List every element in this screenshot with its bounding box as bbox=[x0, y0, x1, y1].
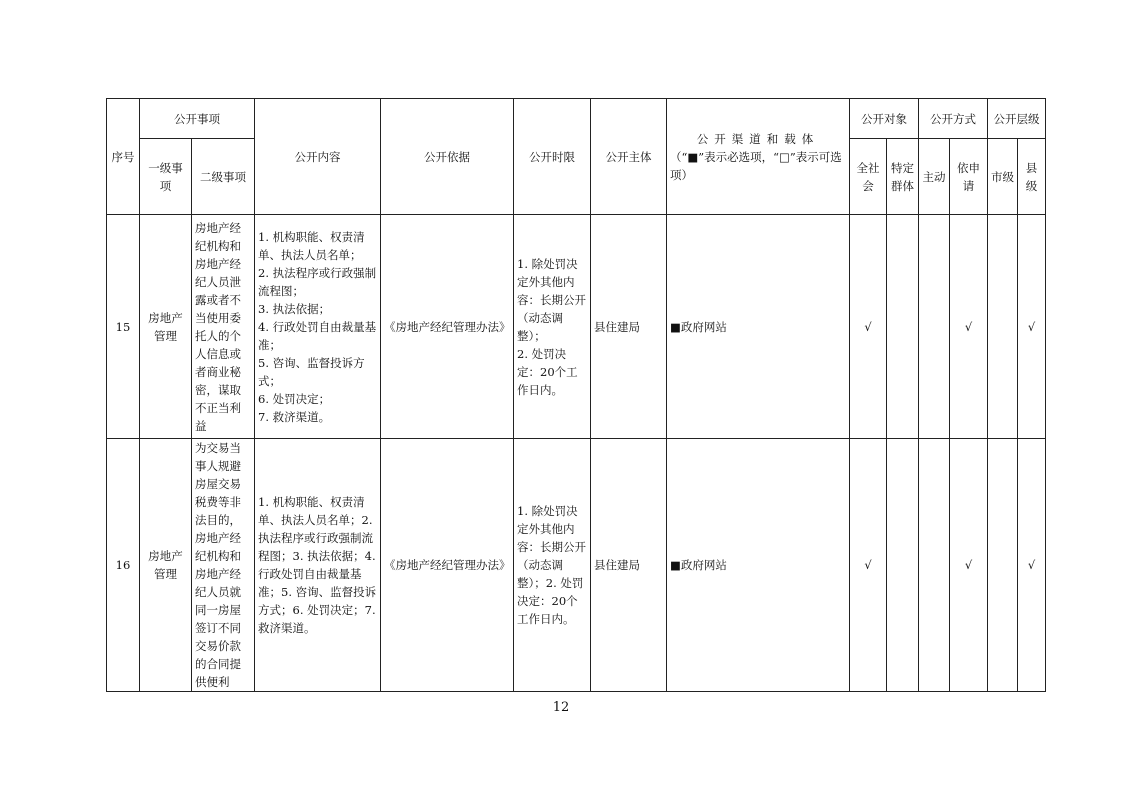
header-level-city: 市级 bbox=[988, 139, 1018, 215]
row-method-request-check: √ bbox=[950, 215, 988, 439]
header-subject: 公开主体 bbox=[591, 99, 667, 215]
header-method-request: 依申请 bbox=[950, 139, 988, 215]
header-level: 公开层级 bbox=[988, 99, 1046, 139]
header-method: 公开方式 bbox=[919, 99, 988, 139]
page-number: 12 bbox=[552, 700, 570, 715]
header-level1: 一级事项 bbox=[140, 139, 192, 215]
row-level-city-check bbox=[988, 439, 1018, 692]
row-time-limit: 1. 除处罚决定外其他内容：长期公开（动态调整）； 2. 处罚决定：20个工作日内。 bbox=[514, 215, 591, 439]
row-target-specific-check bbox=[887, 215, 919, 439]
header-target-all: 全社会 bbox=[850, 139, 887, 215]
row-target-specific-check bbox=[887, 439, 919, 692]
header-method-active: 主动 bbox=[919, 139, 950, 215]
header-level-county: 县级 bbox=[1018, 139, 1046, 215]
row-method-active-check bbox=[919, 215, 950, 439]
row-level1: 房地产管理 bbox=[140, 439, 192, 692]
row-channel: ■政府网站 bbox=[667, 215, 850, 439]
row-level2: 房地产经纪机构和房地产经纪人员泄露或者不当使用委托人的个人信息或者商业秘密，谋取不正当利益 bbox=[192, 215, 255, 439]
row-channel: ■政府网站 bbox=[667, 439, 850, 692]
row-method-request-check: √ bbox=[950, 439, 988, 692]
row-target-all-check: √ bbox=[850, 215, 887, 439]
header-basis: 公开依据 bbox=[381, 99, 514, 215]
header-target: 公开对象 bbox=[850, 99, 919, 139]
row-level-county-check: √ bbox=[1018, 439, 1046, 692]
row-seq: 15 bbox=[107, 215, 140, 439]
header-channel-note: （“■”表示必选项，“□”表示可选项） bbox=[670, 149, 842, 182]
row-seq: 16 bbox=[107, 439, 140, 692]
header-matter: 公开事项 bbox=[140, 99, 255, 139]
header-channel bbox=[667, 99, 850, 215]
header-channel-title: 公开渠道和载体 bbox=[696, 131, 820, 146]
row-time-limit: 1. 除处罚决定外其他内容：长期公开（动态调整）；2. 处罚决定：20个工作日内。 bbox=[514, 439, 591, 692]
table-row bbox=[107, 215, 1046, 439]
header-seq: 序号 bbox=[107, 99, 140, 215]
row-content: 1. 机构职能、权责清单、执法人员名单；2. 执法程序或行政强制流程图；3. 执法依据；4. 行政处罚自由裁量基准；5. 咨询、监督投诉方式；6. 处罚决定；7. 救济渠道。 bbox=[255, 439, 381, 692]
row-subject: 县住建局 bbox=[591, 215, 667, 439]
header-target-specific: 特定群体 bbox=[887, 139, 919, 215]
row-level1: 房地产管理 bbox=[140, 215, 192, 439]
row-basis: 《房地产经纪管理办法》 bbox=[381, 439, 514, 692]
row-target-all-check: √ bbox=[850, 439, 887, 692]
header-content: 公开内容 bbox=[255, 99, 381, 215]
header-level2: 二级事项 bbox=[192, 139, 255, 215]
row-level-city-check bbox=[988, 215, 1018, 439]
disclosure-table bbox=[106, 98, 1046, 692]
row-method-active-check bbox=[919, 439, 950, 692]
row-content: 1. 机构职能、权责清单、执法人员名单； 2. 执法程序或行政强制流程图； 3. 执法依据； 4. 行政处罚自由裁量基准； 5. 咨询、监督投诉方式； 6. 处罚决定； 7. 救济渠道。 bbox=[255, 215, 381, 439]
row-level-county-check: √ bbox=[1018, 215, 1046, 439]
row-subject: 县住建局 bbox=[591, 439, 667, 692]
table-row bbox=[107, 439, 1046, 692]
row-level2: 为交易当事人规避房屋交易税费等非法目的，房地产经纪机构和房地产经纪人员就同一房屋签订不同交易价款的合同提供便利 bbox=[192, 439, 255, 692]
row-basis: 《房地产经纪管理办法》 bbox=[381, 215, 514, 439]
header-time-limit: 公开时限 bbox=[514, 99, 591, 215]
